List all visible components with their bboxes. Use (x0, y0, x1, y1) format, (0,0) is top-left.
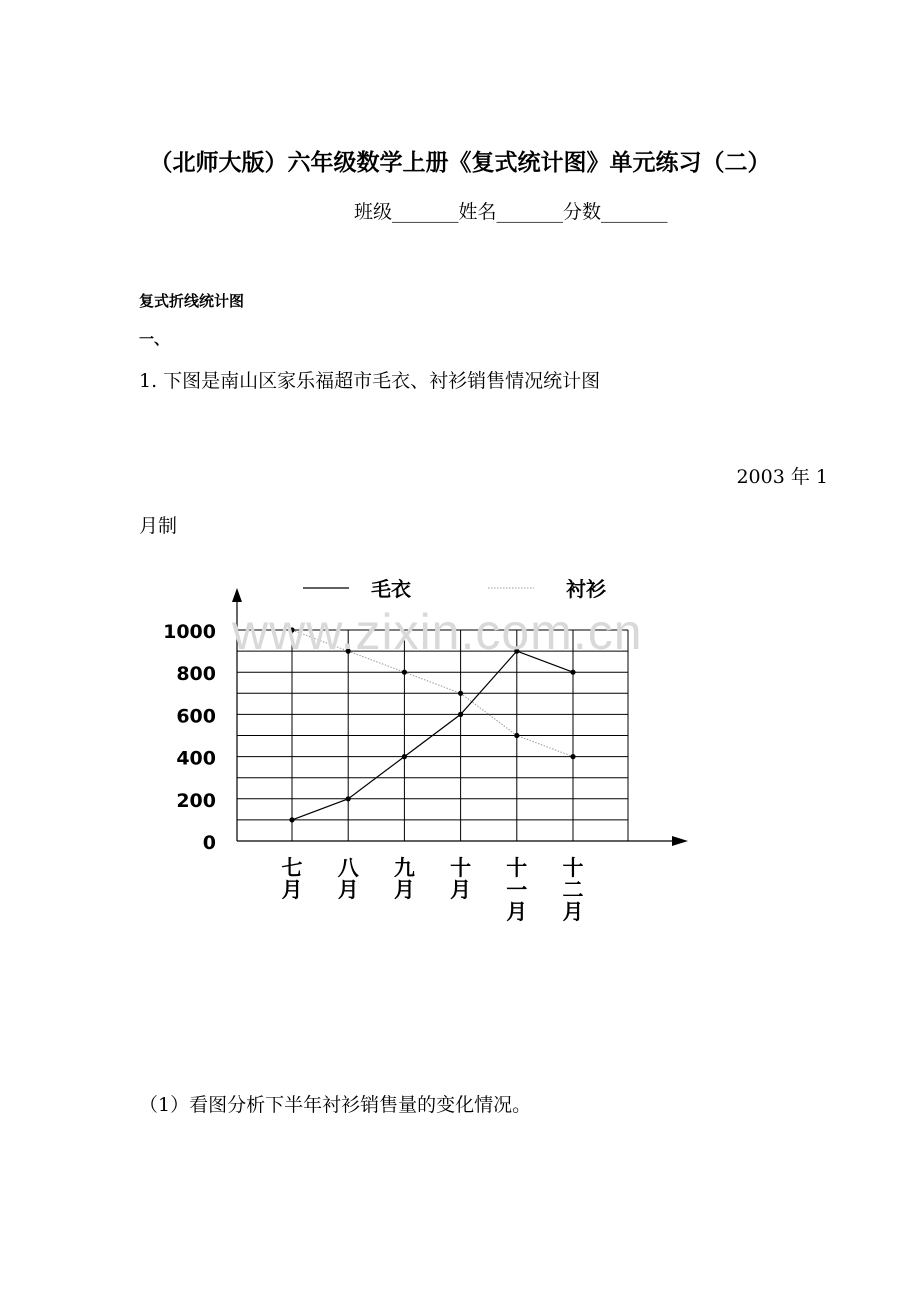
data-point (570, 670, 575, 675)
x-tick-label: 八 (337, 855, 359, 880)
x-axis-arrow (672, 836, 688, 846)
part-label: 一、 (139, 330, 170, 348)
y-tick-label: 200 (176, 789, 216, 812)
data-point (402, 754, 407, 759)
legend-label-1: 毛衣 (371, 577, 411, 601)
question-1: 1. 下图是南山区家乐福超市毛衣、衬衫销售情况统计图 (139, 370, 601, 392)
x-tick-label: 月 (562, 899, 584, 924)
x-tick-label: 月 (281, 877, 303, 902)
page-title: （北师大版）六年级数学上册《复式统计图》单元练习（二） (149, 149, 771, 176)
data-point (514, 733, 519, 738)
watermark: www.zixin.com.cn (232, 604, 643, 660)
x-tick-label: 九 (393, 855, 415, 880)
x-tick-label: 十 (506, 855, 528, 880)
x-tick-label: 十 (450, 855, 472, 880)
y-tick-label: 800 (176, 663, 216, 686)
date-line-2: 月制 (139, 515, 178, 537)
data-point (570, 754, 575, 759)
section-title: 复式折线统计图 (139, 292, 245, 310)
y-tick-label: 1000 (163, 621, 216, 643)
x-tick-label: 二 (562, 877, 584, 902)
x-tick-label: 月 (337, 877, 359, 902)
data-point (289, 817, 294, 822)
data-point (458, 712, 463, 717)
x-tick-label: 月 (393, 877, 415, 902)
x-tick-label: 月 (506, 899, 528, 924)
subquestion-1: （1）看图分析下半年衬衫销售量的变化情况。 (139, 1094, 532, 1116)
y-tick-label: 400 (176, 747, 216, 770)
x-tick-label: 月 (450, 877, 472, 902)
data-point (402, 670, 407, 675)
date-line-1: 2003 年 1 (736, 466, 828, 488)
y-tick-label: 0 (202, 832, 216, 854)
data-point (346, 796, 351, 801)
x-tick-label: 七 (281, 855, 303, 880)
student-info-line: 班级_______姓名_______分数_______ (354, 201, 668, 223)
x-tick-label: 十 (562, 855, 584, 880)
y-axis-arrow (232, 588, 242, 602)
data-point (458, 691, 463, 696)
x-tick-label: 一 (506, 877, 528, 902)
legend-label-2: 衬衫 (566, 577, 606, 601)
y-tick-label: 600 (176, 705, 216, 728)
